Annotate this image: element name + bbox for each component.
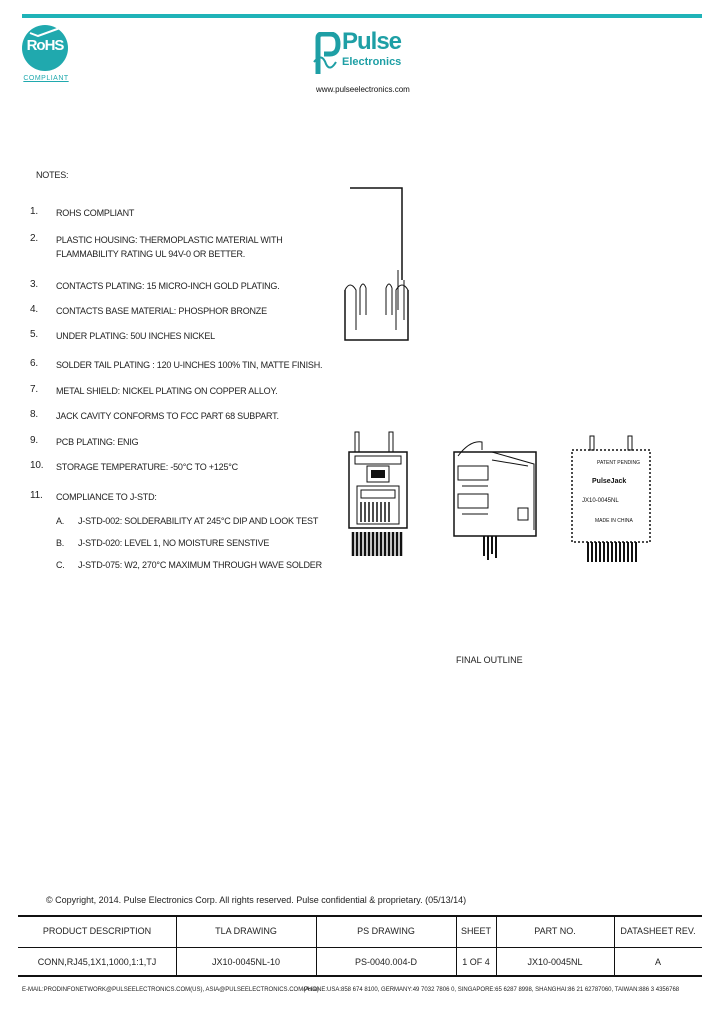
header-part-no: PART NO. [534, 926, 576, 936]
title-block-value-row [18, 947, 702, 976]
brand-name: Pulse [342, 28, 402, 55]
pulse-logo [312, 28, 412, 84]
header-ps-drawing: PS DRAWING [357, 926, 415, 936]
value-sheet: 1 OF 4 [462, 957, 490, 967]
header-sheet: SHEET [460, 926, 491, 936]
contact-phone: PHONE:USA:858 674 8100, GERMANY:49 7032 7806 0, SINGAPORE:65 6287 8998, SHANGHAI:86 21 62787060, TAIWAN:886 3 4356768 [304, 987, 680, 993]
brand-sub: Electronics [342, 56, 402, 68]
copyright-text: © Copyright, 2014. Pulse Electronics Corp. All rights reserved. Pulse confidential & proprietary. (05/13/14) [46, 895, 467, 905]
rohs-logo [22, 25, 70, 91]
drawing-part-label: JX10-0045NL [582, 498, 619, 504]
header-datasheet-rev: DATASHEET REV. [620, 926, 696, 936]
contact-email: E-MAIL:PRODINFONETWORK@PULSEELECTRONICS.COM(US), ASIA@PULSEELECTRONICS.COM(Asia) [22, 987, 319, 993]
value-tla-drawing: JX10-0045NL-10 [211, 957, 281, 967]
value-ps-drawing: PS-0040.004-D [354, 957, 418, 967]
rohs-check-icon [28, 27, 62, 37]
pulse-mark-icon [312, 32, 342, 76]
drawing-patent-label: PATENT PENDING [597, 460, 641, 466]
side-view-drawing [340, 180, 420, 350]
final-outline-label: FINAL OUTLINE [456, 655, 523, 665]
profile-view-drawing [448, 436, 544, 564]
rohs-compliant-text: COMPLIANT [23, 75, 69, 82]
header-accent-line [22, 14, 702, 18]
title-block-header-row [18, 917, 702, 945]
title-block [18, 915, 702, 977]
drawing-origin-label: MADE IN CHINA [595, 518, 633, 524]
rohs-logo-text: RoHS [26, 37, 64, 54]
notes-heading: NOTES: [36, 170, 69, 180]
value-datasheet-rev: A [654, 957, 661, 967]
value-product-description: CONN,RJ45,1X1,1000,1:1,TJ [37, 957, 157, 967]
header-tla-drawing: TLA DRAWING [215, 926, 277, 936]
value-part-no: JX10-0045NL [527, 957, 583, 967]
front-view-drawing [345, 430, 415, 560]
drawing-brand-label: PulseJack [592, 478, 627, 485]
brand-url: www.pulseelectronics.com [316, 85, 410, 94]
header-product-description: PRODUCT DESCRIPTION [42, 926, 152, 936]
